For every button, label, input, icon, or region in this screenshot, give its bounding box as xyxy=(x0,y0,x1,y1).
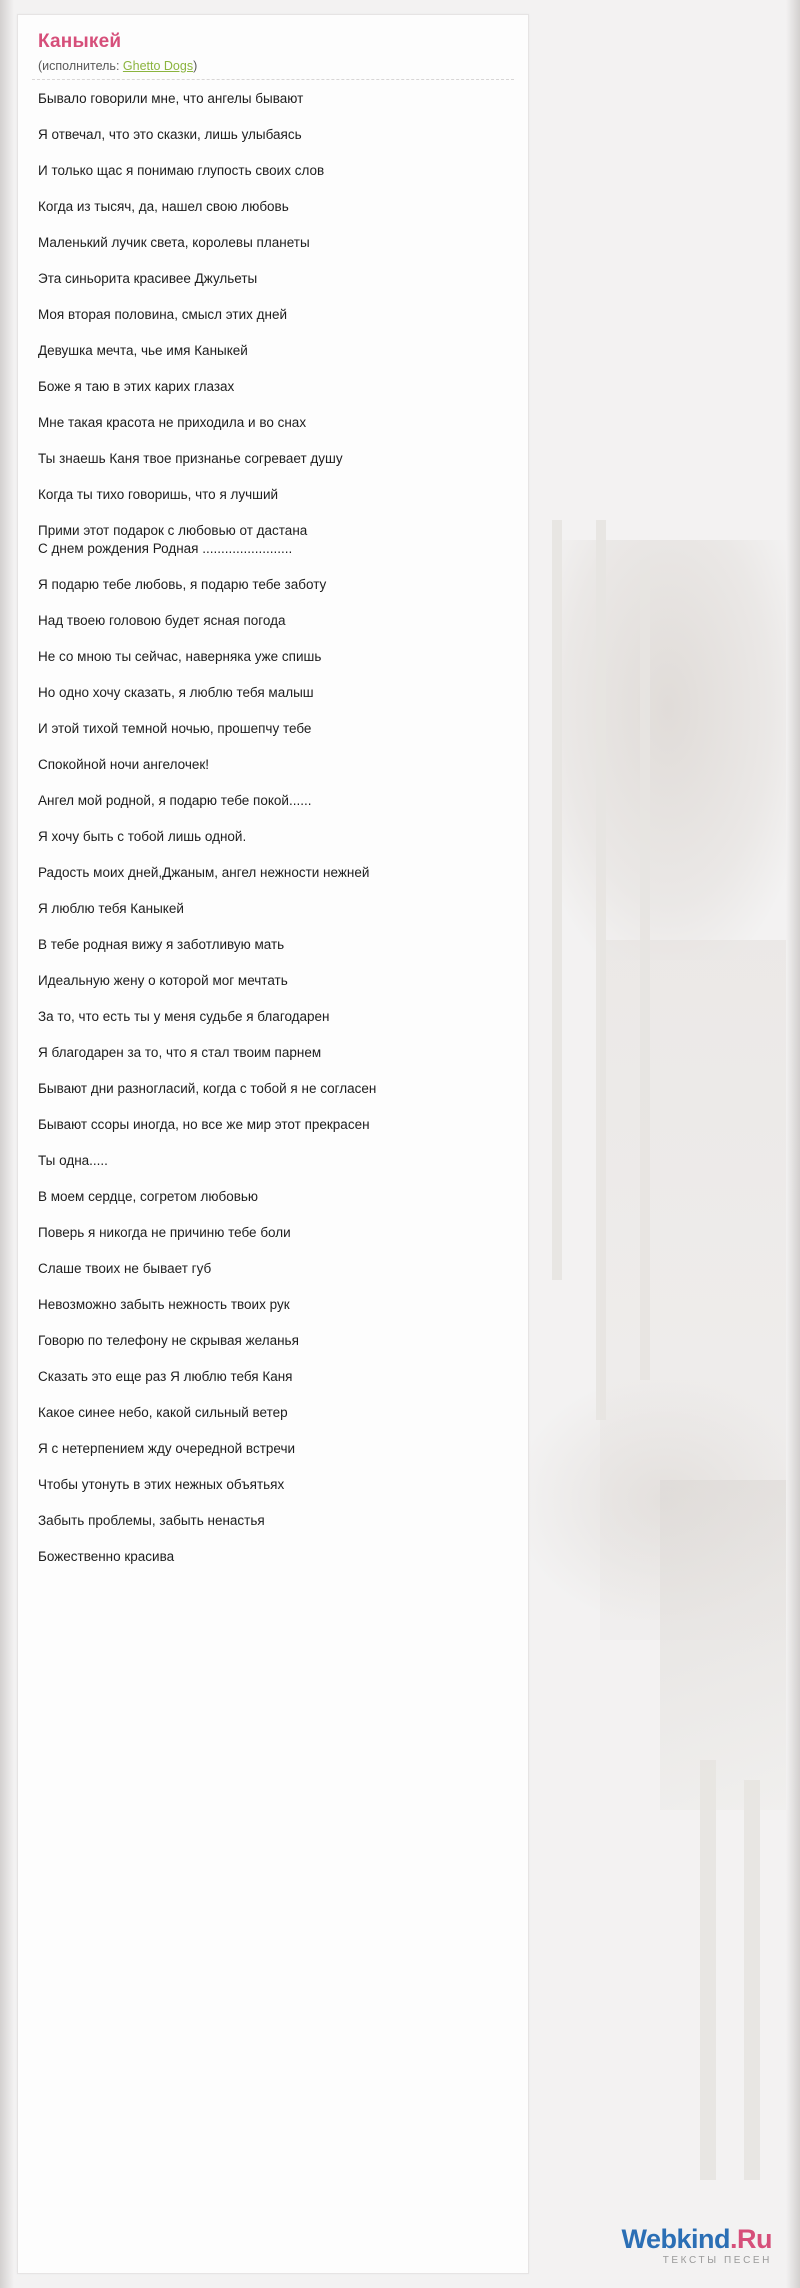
lyric-line: Я отвечал, что это сказки, лишь улыбаясь xyxy=(38,127,302,142)
lyric-line: Я благодарен за то, что я стал твоим парнем xyxy=(38,1045,322,1060)
lyric-line: Бывают ссоры иногда, но все же мир этот прекрасен xyxy=(38,1117,370,1132)
lyric-line: Идеальную жену о которой мог мечтать xyxy=(38,973,288,988)
lyric-line: С днем рождения Родная ........................ xyxy=(38,541,293,556)
lyric-line: Не со мною ты сейчас, наверняка уже спишь xyxy=(38,649,322,664)
logo-main: Webkind xyxy=(621,2224,730,2254)
divider xyxy=(32,79,514,80)
performer-label: (исполнитель: xyxy=(38,59,123,73)
lyric-line: Бывало говорили мне, что ангелы бывают xyxy=(38,91,304,106)
lyric-line: В тебе родная вижу я заботливую мать xyxy=(38,937,285,952)
lyric-line: Забыть проблемы, забыть ненастья xyxy=(38,1513,265,1528)
lyric-line: И этой тихой темной ночью, прошепчу тебе xyxy=(38,721,312,736)
lyric-line: Божественно красива xyxy=(38,1549,175,1564)
lyric-line: Радость моих дней,Джаным, ангел нежности нежней xyxy=(38,865,370,880)
site-logo[interactable] xyxy=(621,2226,772,2266)
lyric-line: Моя вторая половина, смысл этих дней xyxy=(38,307,288,322)
lyric-line: Прими этот подарок с любовью от дастана xyxy=(38,523,308,538)
page-title: Каныкей xyxy=(38,31,122,52)
page-edge-right xyxy=(786,0,800,2288)
lyric-line: Невозможно забыть нежность твоих рук xyxy=(38,1297,290,1312)
lyric-line: Боже я таю в этих карих глазах xyxy=(38,379,235,394)
logo-suffix: .Ru xyxy=(730,2224,772,2254)
performer-close-paren: ) xyxy=(193,59,198,73)
lyric-line: Я с нетерпением жду очередной встречи xyxy=(38,1441,296,1456)
lyric-line: Слаше твоих не бывает губ xyxy=(38,1261,212,1276)
lyric-line: Девушка мечта, чье имя Каныкей xyxy=(38,343,248,358)
performer-link[interactable]: Ghetto Dogs xyxy=(122,59,194,73)
lyric-line: Чтобы утонуть в этих нежных объятьях xyxy=(38,1477,285,1492)
page-edge-left xyxy=(0,0,14,2288)
lyric-line: Ангел мой родной, я подарю тебе покой...... xyxy=(38,793,312,808)
lyric-line: Я люблю тебя Каныкей xyxy=(38,901,184,916)
lyric-line: Но одно хочу сказать, я люблю тебя малыш xyxy=(38,685,314,700)
lyric-line: В моем сердце, согретом любовью xyxy=(38,1189,259,1204)
lyric-line: Эта синьорита красивее Джульеты xyxy=(38,271,258,286)
lyric-line: Сказать это еще раз Я люблю тебя Каня xyxy=(38,1369,293,1384)
lyric-line: Когда из тысяч, да, нашел свою любовь xyxy=(38,199,289,214)
lyric-line: За то, что есть ты у меня судьбе я благодарен xyxy=(38,1009,330,1024)
lyric-line: Ты знаешь Каня твое признанье согревает душу xyxy=(38,451,343,466)
performer-line xyxy=(38,59,514,73)
lyric-line: И только щас я понимаю глупость своих слов xyxy=(38,163,325,178)
lyric-line: Ты одна..... xyxy=(38,1153,108,1168)
lyrics-body xyxy=(38,90,514,1566)
lyric-line: Спокойной ночи ангелочек! xyxy=(38,757,210,772)
lyrics-card xyxy=(17,14,529,2274)
lyric-line: Я подарю тебе любовь, я подарю тебе заботу xyxy=(38,577,327,592)
lyric-line: Мне такая красота не приходила и во снах xyxy=(38,415,307,430)
logo-tagline: ТЕКСТЫ ПЕСЕН xyxy=(662,2255,772,2266)
lyric-line: Когда ты тихо говоришь, что я лучший xyxy=(38,487,279,502)
lyric-line: Маленький лучик света, королевы планеты xyxy=(38,235,310,250)
lyric-line: Какое синее небо, какой сильный ветер xyxy=(38,1405,288,1420)
lyric-line: Я хочу быть с тобой лишь одной. xyxy=(38,829,247,844)
lyric-line: Над твоею головою будет ясная погода xyxy=(38,613,286,628)
lyric-line: Поверь я никогда не причиню тебе боли xyxy=(38,1225,291,1240)
lyric-line: Бывают дни разногласий, когда с тобой я не согласен xyxy=(38,1081,377,1096)
lyric-line: Говорю по телефону не скрывая желанья xyxy=(38,1333,299,1348)
